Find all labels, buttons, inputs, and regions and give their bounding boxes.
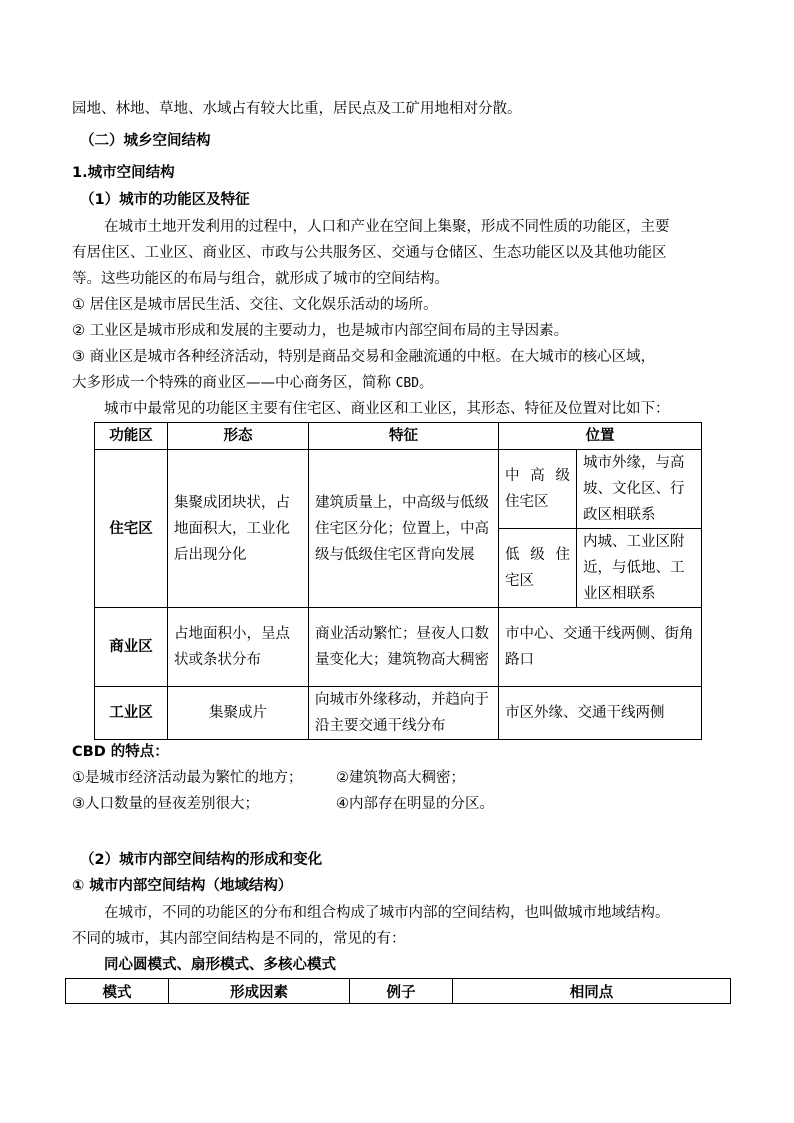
low-grade-residential-label: [499, 529, 577, 608]
paragraph-line: 城市中最常见的功能区主要有住宅区、商业区和工业区，其形态、特征及位置对比如下：: [104, 401, 670, 417]
paragraph-line: 不同的城市，其内部空间结构是不同的，常见的有：: [72, 931, 406, 947]
header-feature: 特征: [309, 423, 499, 450]
label-line: 低级住: [505, 547, 570, 563]
industrial-feature: 向城市外缘移动，并趋向于沿主要交通干线分布: [309, 687, 499, 740]
subsubsection-heading: （1）城市的功能区及特征: [80, 192, 250, 208]
subsection-heading: 1.城市空间结构: [72, 165, 175, 181]
header-model: 模式: [66, 979, 169, 1004]
cbd-heading: CBD 的特点：: [72, 744, 169, 760]
list-item-text: 大多形成一个特殊的商业区——中心商务区，简称: [72, 375, 396, 391]
header-similarity: 相同点: [453, 979, 731, 1004]
function-zone-table: [94, 422, 702, 740]
residential-form: 集聚成团块状，占地面积大，工业化后出现分化: [168, 450, 309, 608]
paragraph: 园地、林地、草地、水域占有较大比重，居民点及工矿用地相对分散。: [72, 101, 522, 117]
paragraph-line: 等。这些功能区的布局与组合，就形成了城市的空间结构。: [72, 271, 449, 287]
section-heading: （二）城乡空间结构: [80, 133, 211, 149]
table-header-row: [66, 979, 731, 1004]
header-location: 位置: [499, 423, 702, 450]
cbd-point: ③人口数量的昼夜差别很大；: [72, 796, 259, 812]
zone-name-industrial: 工业区: [95, 687, 168, 740]
table-row: [95, 450, 702, 529]
commercial-form: 占地面积小，呈点状或条状分布: [168, 608, 309, 687]
cbd-point: ④内部存在明显的分区。: [336, 796, 494, 812]
zone-name-commercial: 商业区: [95, 608, 168, 687]
list-item: ① 居住区是城市居民生活、交往、文化娱乐活动的场所。: [72, 297, 438, 313]
paragraph-line: 在城市土地开发利用的过程中，人口和产业在空间上集聚，形成不同性质的功能区，主要: [104, 219, 670, 235]
cbd-abbreviation: CBD。: [395, 376, 433, 391]
header-zone: 功能区: [95, 423, 168, 450]
label-line: 中高级: [505, 468, 570, 484]
cbd-point: ①是城市经济活动最为繁忙的地方；: [72, 770, 303, 786]
subsubsection-heading: ① 城市内部空间结构（地域结构）: [72, 878, 293, 894]
subsubsection-heading: （2）城市内部空间结构的形成和变化: [80, 852, 323, 868]
model-table: [65, 978, 731, 1004]
header-example: 例子: [350, 979, 453, 1004]
residential-feature: 建筑质量上，中高级与低级住宅区分化；位置上，中高级与低级住宅区背向发展: [309, 450, 499, 608]
label-line: 宅区: [505, 573, 534, 589]
zone-name-residential: 住宅区: [95, 450, 168, 608]
header-factors: 形成因素: [169, 979, 350, 1004]
header-form: 形态: [168, 423, 309, 450]
label-line: 住宅区: [505, 494, 549, 510]
list-item: ② 工业区是城市形成和发展的主要动力，也是城市内部空间布局的主导因素。: [72, 323, 569, 339]
low-grade-location: 内城、工业区附近，与低地、工业区相联系: [577, 529, 702, 608]
industrial-form: 集聚成片: [168, 687, 309, 740]
commercial-location: 市中心、交通干线两侧、街角路口: [499, 608, 702, 687]
table-row: [95, 608, 702, 687]
cbd-point: ②建筑物高大稠密；: [336, 770, 465, 786]
commercial-feature: 商业活动繁忙；昼夜人口数量变化大；建筑物高大稠密: [309, 608, 499, 687]
table-header-row: [95, 423, 702, 450]
industrial-location: 市区外缘、交通干线两侧: [499, 687, 702, 740]
paragraph-line: 有居住区、工业区、商业区、市政与公共服务区、交通与仓储区、生态功能区以及其他功能区: [72, 245, 667, 261]
high-grade-location: 城市外缘，与高坡、文化区、行政区相联系: [577, 450, 702, 529]
list-item: [72, 373, 432, 394]
high-grade-residential-label: [499, 450, 577, 529]
models-heading: 同心圆模式、扇形模式、多核心模式: [104, 957, 336, 973]
table-row: [95, 687, 702, 740]
list-item: ③ 商业区是城市各种经济活动，特别是商品交易和金融流通的中枢。在大城市的核心区域，: [72, 349, 656, 365]
paragraph-line: 在城市，不同的功能区的分布和组合构成了城市内部的空间结构，也叫做城市地域结构。: [104, 905, 670, 921]
